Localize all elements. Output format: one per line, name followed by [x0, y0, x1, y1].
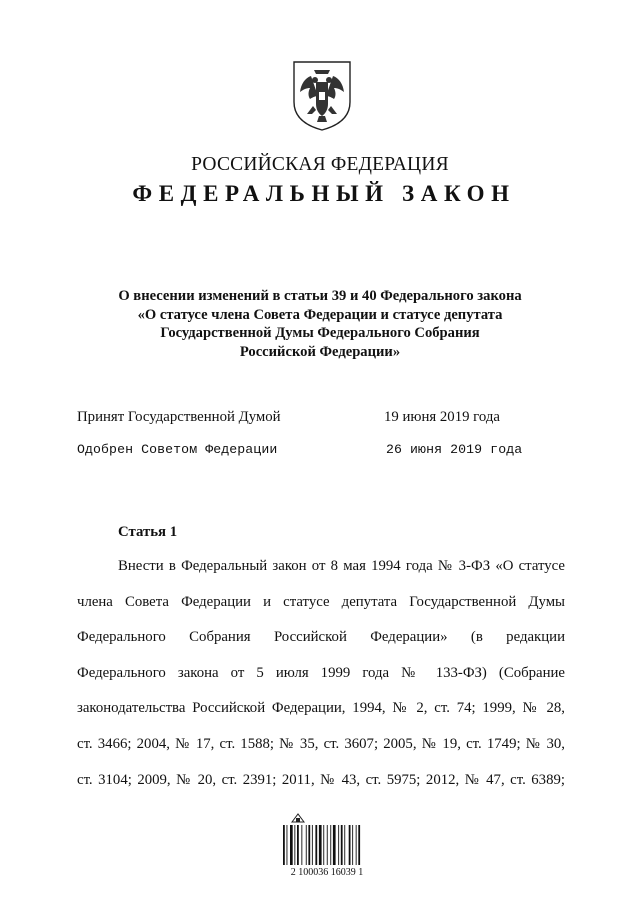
- body-line: Внести в Федеральный закон от 8 мая 1994 года № 3-ФЗ «О статусе: [118, 558, 565, 574]
- article-body: [77, 554, 565, 803]
- approved-date: 26 июня 2019 года: [386, 442, 523, 457]
- country-name: РОССИЙСКАЯ ФЕДЕРАЦИЯ: [191, 154, 449, 175]
- barcode-logo-icon: [291, 813, 305, 823]
- body-line: Федерального Собрания Российской Федерации» (в редакции: [77, 629, 565, 646]
- body-line: Федерального закона от 5 июля 1999 года № 133-ФЗ) (Собрание: [77, 664, 565, 681]
- body-line: ст. 3466; 2004, № 17, ст. 1588; № 35, ст. 3607; 2005, № 19, ст. 1749; № 30,: [77, 735, 565, 752]
- law-title-line: Российской Федерации»: [239, 343, 401, 360]
- adopted-date: 19 июня 2019 года: [384, 409, 500, 425]
- law-title-line: Государственной Думы Федерального Собрания: [160, 325, 480, 341]
- law-title-line: «О статусе члена Совета Федерации и статусе депутата: [137, 306, 503, 323]
- adopted-label: Принят Государственной Думой: [77, 409, 281, 425]
- body-line: члена Совета Федерации и статусе депутата Государственной Думы: [77, 593, 565, 610]
- body-line: ст. 3104; 2009, № 20, ст. 2391; 2011, № 43, ст. 5975; 2012, № 47, ст. 6389;: [77, 771, 565, 788]
- state-emblem-icon: [289, 58, 355, 132]
- law-title-line: О внесении изменений в статьи 39 и 40 Федерального закона: [118, 288, 522, 304]
- barcode-bars: [282, 825, 372, 865]
- barcode-number: 2 100036 16039 1: [290, 867, 364, 878]
- barcode: [282, 813, 372, 881]
- approved-label: Одобрен Советом Федерации: [77, 442, 278, 457]
- document-type: ФЕДЕРАЛЬНЫЙ ЗАКОН: [132, 181, 516, 206]
- article-heading: Статья 1: [118, 524, 178, 540]
- law-title: [80, 287, 560, 361]
- body-line: законодательства Российской Федерации, 1994, № 2, ст. 74; 1999, № 28,: [77, 700, 565, 717]
